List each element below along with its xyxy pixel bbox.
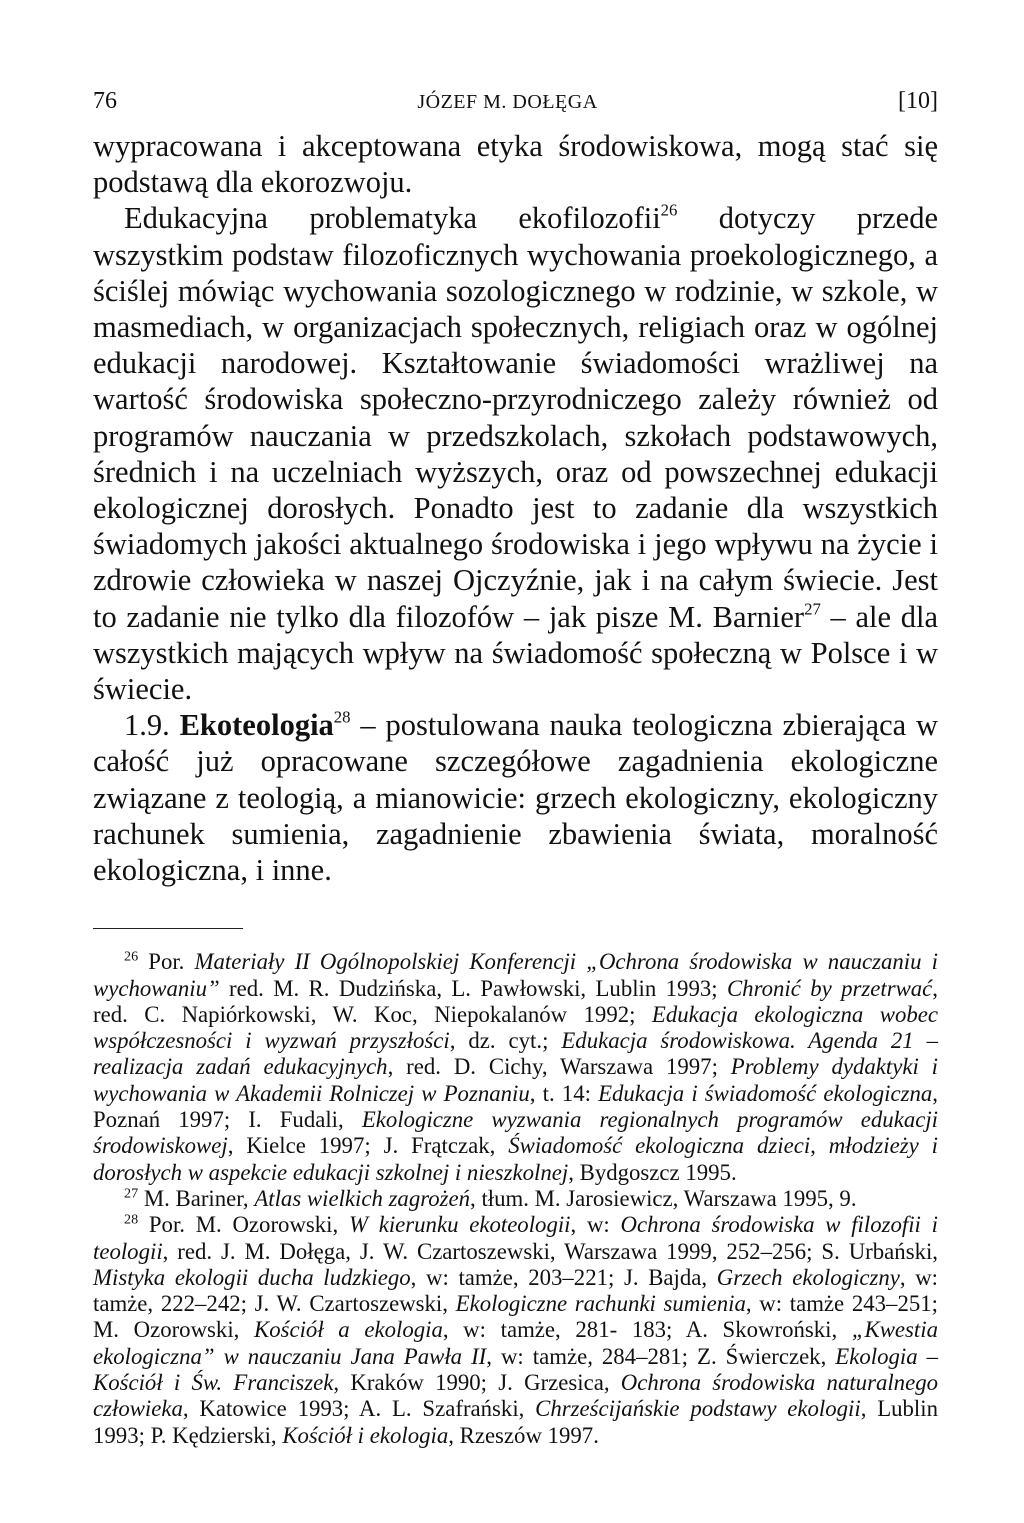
page-number: 76	[93, 88, 117, 114]
footnote-text: , Lublin 1993; P. Kędzierski,	[93, 1396, 938, 1448]
citation-title: Świadomość ekologiczna dzieci, młodzieży i dorosłych w aspekcie edukacji szkolnej i nieszkolnej	[93, 1133, 938, 1185]
footnote-divider	[93, 928, 243, 929]
section-text: – postulowana nauka teologiczna zbierająca w całość już opracowane szczegółowe zagadnienia ekologiczne związane z teologią, a mianowicie: grzech ekologiczny, ekologiczny rachunek sumienia, zagadnienie zbawienia świata, moralność ekologiczna, i inne.	[93, 708, 939, 888]
citation-title: „Kwestia ekologiczna” w nauczaniu Jana Pawła II	[93, 1317, 938, 1369]
footnote-text: , Kielce 1997; J. Frątczak,	[227, 1133, 509, 1159]
footnote-ref-26[interactable]: 26	[660, 200, 678, 220]
footnote-text: , Bydgoszcz 1995.	[568, 1159, 737, 1185]
footnote-ref-27[interactable]: 27	[804, 599, 821, 619]
footnote-text: , Katowice 1993; A. L. Szafrański,	[182, 1396, 536, 1422]
citation-title: Ochrona środowiska w filozofii i teologii	[93, 1212, 938, 1264]
footnote-text: , w: tamże, 203–221; J. Bajda,	[410, 1264, 717, 1290]
citation-title: Materiały II Ogólnopolskiej Konferencji „Ochrona środowiska w nauczaniu i wychowaniu”	[93, 949, 938, 1001]
footnote-27	[93, 1186, 938, 1212]
footnote-text: , red. C. Napiórkowski, W. Koc, Niepokalanów 1992;	[93, 975, 938, 1027]
footnote-text: , red. J. M. Dołęga, J. W. Czartoszewski, Warszawa 1999, 252–256; S. Urbański,	[162, 1238, 938, 1264]
citation-title: Ekologia – Kościół i Św. Franciszek	[93, 1343, 939, 1396]
footnote-28	[93, 1212, 938, 1449]
footnote-text: , Poznań 1997; I. Fudali,	[93, 1080, 938, 1133]
citation-title: Ekologiczne rachunki sumienia	[455, 1291, 746, 1317]
paragraph-text: Edukacyjna problematyka ekofilozofii	[124, 201, 661, 236]
citation-title: Chrześcijańskie podstawy ekologii	[535, 1396, 861, 1422]
section-number: 1.9.	[124, 708, 180, 743]
section-marker: [10]	[898, 88, 938, 114]
footnote-text: , w: tamże, 284–281; Z. Świerczek,	[486, 1343, 836, 1369]
footnote-text: , w:	[570, 1212, 621, 1238]
footnotes	[93, 949, 938, 1449]
running-header	[93, 86, 938, 128]
citation-title: Ekologiczne wyzwania regionalnych programów edukacji środowiskowej	[93, 1107, 939, 1159]
footnote-text: , dz. cyt.;	[449, 1028, 562, 1054]
footnote-number: 26	[124, 948, 139, 965]
citation-title: Kościół a ekologia	[254, 1317, 443, 1343]
citation-title: Edukacja środowiskowa. Agenda 21 – realizacja zadań edukacyjnych	[93, 1028, 938, 1080]
citation-title: W kierunku ekoteologii	[348, 1212, 571, 1238]
footnote-text: Por.	[138, 949, 195, 975]
footnote-text: , w: tamże 243–251; M. Ozorowski,	[93, 1291, 938, 1343]
footnote-text: M. Bariner,	[138, 1185, 255, 1211]
running-title: JÓZEF M. DOŁĘGA	[417, 91, 598, 113]
footnote-text: , t. 14:	[529, 1080, 599, 1106]
citation-title: Grzech ekologiczny	[716, 1264, 900, 1290]
footnote-text: , red. D. Cichy, Warszawa 1997;	[387, 1054, 731, 1080]
citation-title: Edukacja i świadomość ekologiczna	[598, 1080, 933, 1106]
footnote-text: , w: tamże, 222–242; J. W. Czartoszewski,	[93, 1264, 938, 1317]
footnote-text: , Kraków 1990; J. Grzesica,	[333, 1370, 621, 1396]
book-page	[93, 86, 938, 1449]
citation-title: Problemy dydaktyki i wychowania w Akademii Rolniczej w Poznaniu	[93, 1054, 938, 1106]
paragraph-text: dotyczy przede wszystkim podstaw filozoficznych wychowania proekologicznego, a ściślej mówiąc wychowania sozologicznego w rodzinie, w szkole, w masmediach, w organizacjach społecznych, religiach oraz w ogólnej edukacji narodowej. Kształtowanie świadomości wrażliwej na wartość środowiska społeczno-przyrodniczego zależy również od programów nauczania w przedszkolach, szkołach podstawowych, średnich i na uczelniach wyższych, oraz od powszechnej edukacji ekologicznej dorosłych. Ponadto jest to zadanie dla wszystkich świadomych jakości aktualnego środowiska i jego wpływu na życie i zdrowie człowieka w naszej Ojczyźnie, jak i na całym świecie. Jest to zadanie nie tylko dla filozofów – jak pisze M. Barnier	[93, 201, 938, 634]
section-term: Ekoteologia	[179, 708, 334, 743]
footnote-text: , Rzeszów 1997.	[448, 1422, 599, 1448]
main-text	[93, 128, 938, 888]
citation-title: Kościół i ekologia	[282, 1422, 449, 1448]
citation-title: Atlas wielkich zagrożeń	[254, 1185, 471, 1211]
paragraph-education	[93, 200, 938, 707]
footnote-text: , tłum. M. Jarosiewicz, Warszawa 1995, 9.	[470, 1185, 857, 1211]
citation-title: Mistyka ekologii ducha ludzkiego	[93, 1264, 411, 1290]
footnote-26	[93, 949, 938, 1186]
paragraph-text: – ale dla wszystkich mających wpływ na świadomość społeczną w Polsce i w świecie.	[93, 599, 938, 707]
section-ecotheology	[93, 707, 938, 888]
footnote-text: Por. M. Ozorowski,	[138, 1212, 349, 1238]
citation-title: Ochrona środowiska naturalnego człowieka	[93, 1370, 938, 1422]
footnote-number: 28	[124, 1211, 139, 1228]
footnote-text: , w: tamże, 281- 183; A. Skowroński,	[442, 1317, 852, 1343]
footnote-number: 27	[124, 1185, 139, 1202]
paragraph-continuation: wypracowana i akceptowana etyka środowiskowa, mogą stać się podstawą dla ekorozwoju.	[93, 129, 938, 200]
citation-title: Edukacja ekologiczna wobec współczesności i wyzwań przyszłości	[93, 1001, 938, 1054]
footnote-ref-28[interactable]: 28	[333, 707, 351, 727]
citation-title: Chronić by przetrwać	[726, 975, 933, 1001]
footnote-text: red. M. R. Dudzińska, L. Pawłowski, Lublin 1993;	[219, 975, 727, 1001]
